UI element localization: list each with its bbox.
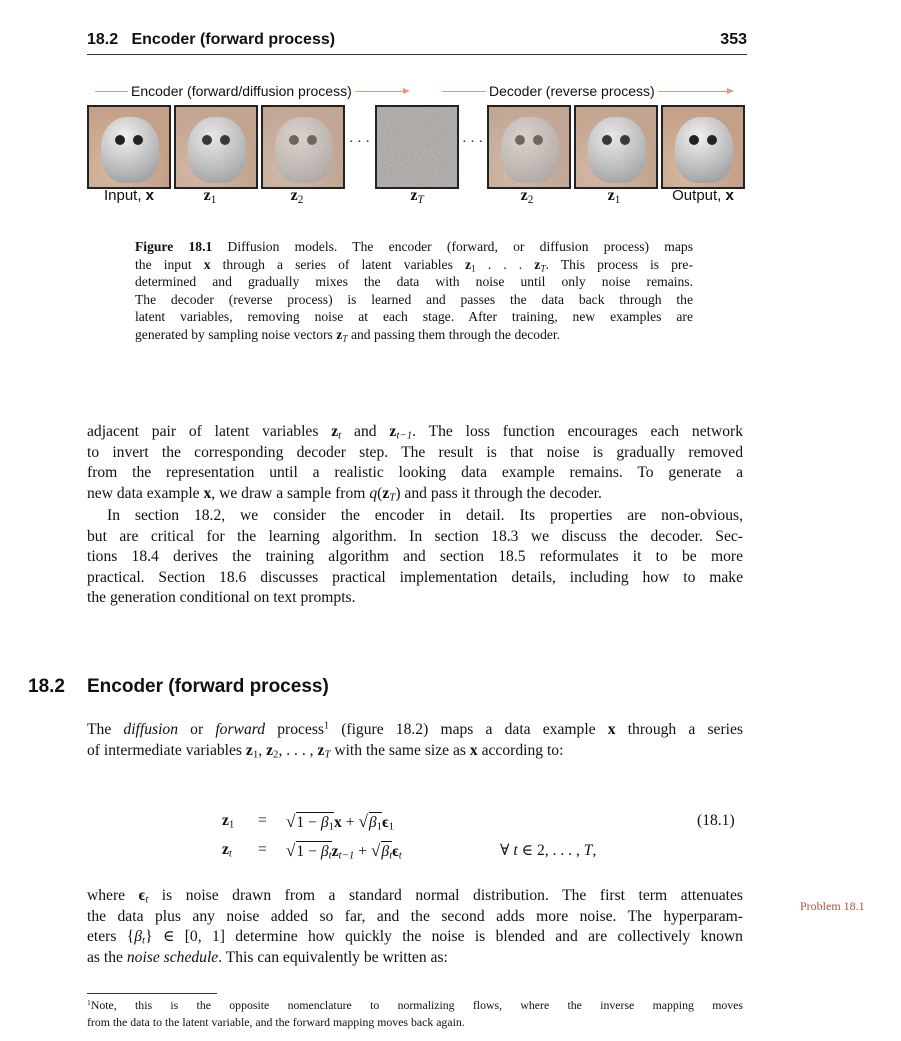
text-run: determined and gradually mixes the data with noise until only noise remains. xyxy=(135,274,693,290)
image-input xyxy=(87,105,171,189)
encoder-label: Encoder (forward/diffusion process) xyxy=(128,83,355,99)
math-or-emphasis: z xyxy=(464,256,471,272)
math-or-emphasis: t xyxy=(228,847,232,860)
math-or-emphasis: T xyxy=(540,263,546,274)
math-or-emphasis: β xyxy=(381,843,390,860)
text-run: 1 − xyxy=(296,814,321,831)
math-or-emphasis: x xyxy=(145,187,155,204)
text-line xyxy=(87,588,743,609)
image-label xyxy=(87,187,171,204)
footnote xyxy=(87,997,743,1031)
math-or-emphasis: t xyxy=(338,429,342,442)
section-title: Encoder (forward process) xyxy=(87,676,329,697)
text-run: the input xyxy=(135,256,204,272)
text-run: process xyxy=(265,721,324,738)
math-or-emphasis: T xyxy=(324,748,331,761)
text-run: . The loss function encourages each network xyxy=(412,423,744,440)
text-line xyxy=(87,527,743,548)
text-run: + xyxy=(354,843,371,860)
math-or-emphasis: 1 xyxy=(614,193,621,206)
math-or-emphasis: t xyxy=(513,842,518,859)
math-or-emphasis: diffusion xyxy=(123,721,179,738)
text-line xyxy=(87,568,743,589)
equation-lhs xyxy=(222,812,234,830)
decoder-arrow-icon xyxy=(672,91,732,92)
math-or-emphasis: z xyxy=(520,187,528,204)
math-or-emphasis: z xyxy=(534,256,541,272)
ellipsis: · · · xyxy=(349,135,370,150)
text-run: is noise drawn from a standard normal distribution. The first term attenuates xyxy=(148,887,743,904)
text-run: , we draw a sample from xyxy=(211,484,370,502)
text-run: with the same size as xyxy=(330,741,470,759)
math-or-emphasis: 1 xyxy=(388,820,395,833)
text-run: . . . xyxy=(475,256,535,272)
paragraph xyxy=(87,720,743,761)
image-label xyxy=(572,187,656,205)
decoder-label: Decoder (reverse process) xyxy=(486,83,658,99)
text-run: In section 18.2, we consider the encoder in detail. Its properties are non-obvious, xyxy=(107,507,743,524)
math-or-emphasis: z xyxy=(290,187,298,204)
image-z2 xyxy=(261,105,345,189)
math-or-emphasis: T xyxy=(583,842,593,859)
math-or-emphasis: t xyxy=(398,849,402,862)
image-label xyxy=(168,187,252,205)
sqrt-radicand xyxy=(369,812,382,831)
text-run: generated by sampling noise vectors xyxy=(135,326,337,342)
equation-rhs xyxy=(286,841,402,861)
text-run: 1 − xyxy=(296,843,321,860)
math-or-emphasis: β xyxy=(320,843,329,860)
figure-caption xyxy=(135,238,693,344)
math-or-emphasis: T xyxy=(417,193,424,206)
section-number: 18.2 xyxy=(28,676,65,697)
math-or-emphasis: ϵ xyxy=(392,843,399,860)
text-run: practical. Section 18.6 discusses practical implementation details, including how to make xyxy=(87,568,743,586)
math-or-emphasis: 2 xyxy=(527,193,534,206)
text-line xyxy=(135,291,693,309)
ellipsis: · · · xyxy=(462,135,483,150)
text-line xyxy=(135,238,693,256)
text-run: tions 18.4 derives the training algorithm and section 18.5 reformulates it to be more xyxy=(87,548,743,565)
text-run: ∀ xyxy=(500,842,514,859)
image-label xyxy=(661,187,745,204)
math-or-emphasis: t xyxy=(328,849,332,862)
image-output xyxy=(661,105,745,189)
math-or-emphasis: 1 xyxy=(328,820,335,833)
math-or-emphasis: z xyxy=(336,326,343,342)
image-z1 xyxy=(174,105,258,189)
image-label xyxy=(255,187,339,205)
text-run: ) and pass it through the decoder. xyxy=(395,484,602,502)
text-run: and xyxy=(341,423,390,440)
text-run: } ∈ [0, 1] determine how quickly the noise is blended and are collectively known xyxy=(145,928,743,945)
text-run: new data example xyxy=(87,484,204,502)
math-or-emphasis: x xyxy=(725,187,734,204)
math-or-emphasis: q xyxy=(369,484,378,502)
sqrt-radicand xyxy=(296,841,331,860)
math-or-emphasis: z xyxy=(222,812,229,829)
equation-relation: = xyxy=(258,841,267,858)
math-or-emphasis: x xyxy=(203,484,212,502)
math-or-emphasis: x xyxy=(607,721,616,738)
image-z2-decoded xyxy=(487,105,571,189)
sqrt-radicand xyxy=(381,841,392,860)
text-run: + xyxy=(341,814,359,831)
math-or-emphasis: z xyxy=(203,187,211,204)
text-line xyxy=(87,547,743,568)
math-or-emphasis: x xyxy=(469,741,478,759)
math-or-emphasis: Figure 18.1 xyxy=(135,239,213,254)
math-or-emphasis: β xyxy=(320,814,329,831)
sqrt-icon: √ xyxy=(358,812,368,831)
text-line xyxy=(87,484,743,505)
math-or-emphasis: 1 xyxy=(376,820,383,833)
text-line xyxy=(87,997,743,1014)
text-run: and passing them through the decoder. xyxy=(347,326,561,342)
math-or-emphasis: z xyxy=(389,423,397,440)
text-run: ∈ 2, . . . , xyxy=(517,842,584,859)
math-or-emphasis: z xyxy=(222,841,229,858)
text-run: of intermediate variables xyxy=(87,741,246,759)
text-line xyxy=(135,256,693,274)
sqrt-icon: √ xyxy=(286,812,296,831)
math-or-emphasis: ϵ xyxy=(138,887,146,904)
math-or-emphasis: x xyxy=(203,256,211,272)
equation-relation: = xyxy=(258,812,267,829)
page-number: 353 xyxy=(720,31,747,48)
text-line xyxy=(87,506,743,527)
text-run: , xyxy=(592,842,597,859)
text-run: from the data to the latent variable, and the forward mapping moves back again. xyxy=(87,1015,465,1029)
math-or-emphasis: 1 xyxy=(210,193,217,206)
text-line xyxy=(135,273,693,291)
equation-number: (18.1) xyxy=(697,812,735,829)
sqrt-icon: √ xyxy=(370,841,381,860)
text-run: 1 xyxy=(87,997,91,1007)
footnote-rule xyxy=(87,993,217,994)
math-or-emphasis: x xyxy=(334,814,342,831)
text-run: Diffusion models. The encoder (forward, or diffusion process) maps xyxy=(212,239,693,254)
math-or-emphasis: t xyxy=(389,849,393,862)
math-or-emphasis: 1 xyxy=(228,818,235,831)
text-run: , xyxy=(258,741,267,759)
math-or-emphasis: z xyxy=(382,484,390,502)
text-run: to invert the corresponding decoder step. The result is that noise is gradually removed xyxy=(87,443,743,461)
text-run: the generation conditional on text prompts. xyxy=(87,589,356,606)
paragraph xyxy=(87,422,743,504)
text-line xyxy=(87,907,743,928)
text-run: adjacent pair of latent variables xyxy=(87,423,332,440)
math-or-emphasis: 1 xyxy=(252,748,259,761)
image-label xyxy=(375,187,459,205)
text-run: Output, xyxy=(672,187,726,204)
math-or-emphasis: z xyxy=(331,423,339,440)
text-run: latent variables, removing noise at each stage. After training, new examples are xyxy=(135,309,693,325)
text-line xyxy=(135,326,693,344)
running-header xyxy=(87,31,747,49)
text-run: The decoder (reverse process) is learned and passes the data back through the xyxy=(135,291,693,307)
text-run: as the xyxy=(87,948,127,966)
math-or-emphasis: t−1 xyxy=(396,429,413,442)
math-or-emphasis: z xyxy=(317,741,325,759)
text-line xyxy=(87,927,743,948)
sqrt-icon: √ xyxy=(286,841,296,860)
text-line xyxy=(87,463,743,484)
math-or-emphasis: t−1 xyxy=(338,849,355,862)
math-or-emphasis: z xyxy=(245,741,253,759)
text-run: (figure 18.2) maps a data example xyxy=(329,721,608,738)
math-or-emphasis: t xyxy=(142,934,146,947)
math-or-emphasis: T xyxy=(389,491,396,504)
equation-rhs xyxy=(286,812,394,832)
text-run: . This process is pre- xyxy=(545,256,693,272)
math-or-emphasis: T xyxy=(342,334,348,345)
paragraph xyxy=(87,886,743,968)
math-or-emphasis: β xyxy=(134,928,143,945)
image-label xyxy=(485,187,569,205)
text-run: ( xyxy=(377,484,383,502)
math-or-emphasis: z xyxy=(410,187,418,204)
equation-lhs xyxy=(222,841,232,859)
text-run: 1 xyxy=(323,720,330,732)
text-run: through a series xyxy=(615,721,743,738)
text-run: The xyxy=(87,721,124,738)
text-run: , . . . , xyxy=(278,741,318,759)
paragraph xyxy=(87,506,743,609)
math-or-emphasis: ϵ xyxy=(382,814,389,831)
text-run: from the representation until a realistic looking data example remains. To generate a xyxy=(87,464,743,481)
text-line xyxy=(87,886,743,907)
text-run: according to: xyxy=(477,741,564,759)
text-run: through a series of latent variables xyxy=(210,256,465,272)
math-or-emphasis: β xyxy=(368,814,377,831)
text-run: Note, this is the opposite nomenclature to normalizing flows, where the inverse mapping moves xyxy=(90,998,743,1012)
image-zT xyxy=(375,105,459,189)
text-line xyxy=(87,741,743,762)
text-run: where xyxy=(87,887,139,904)
encoder-arrow-icon xyxy=(375,91,408,92)
text-run: or xyxy=(178,721,216,738)
math-or-emphasis: noise schedule xyxy=(126,948,219,966)
math-or-emphasis: 2 xyxy=(273,748,279,761)
text-run: eters { xyxy=(87,928,135,945)
math-or-emphasis: t xyxy=(145,893,149,906)
equation-condition xyxy=(500,841,596,860)
text-line xyxy=(87,948,743,969)
text-run: but are critical for the learning algorithm. In section 18.3 we discuss the decoder. Sec- xyxy=(87,527,743,545)
math-or-emphasis: z xyxy=(607,187,615,204)
image-z1-decoded xyxy=(574,105,658,189)
sqrt-radicand xyxy=(296,812,334,831)
text-run: Input, xyxy=(103,187,146,204)
text-line xyxy=(87,422,743,443)
running-header-section: 18.2 Encoder (forward process) xyxy=(87,31,336,48)
text-line xyxy=(87,720,743,741)
math-or-emphasis: forward xyxy=(215,721,266,738)
margin-note-problem-link[interactable]: Problem 18.1 xyxy=(800,899,865,913)
math-or-emphasis: z xyxy=(331,843,339,860)
math-or-emphasis: 2 xyxy=(297,193,304,206)
header-rule xyxy=(87,54,747,55)
text-line xyxy=(87,443,743,464)
text-line xyxy=(135,308,693,326)
math-or-emphasis: z xyxy=(266,741,273,759)
text-run: the data plus any noise added so far, and the second adds more noise. The hyperparam- xyxy=(87,907,743,925)
math-or-emphasis: 1 xyxy=(470,263,476,274)
text-run: . This can equivalently be written as: xyxy=(218,948,448,966)
text-line xyxy=(87,1014,743,1031)
